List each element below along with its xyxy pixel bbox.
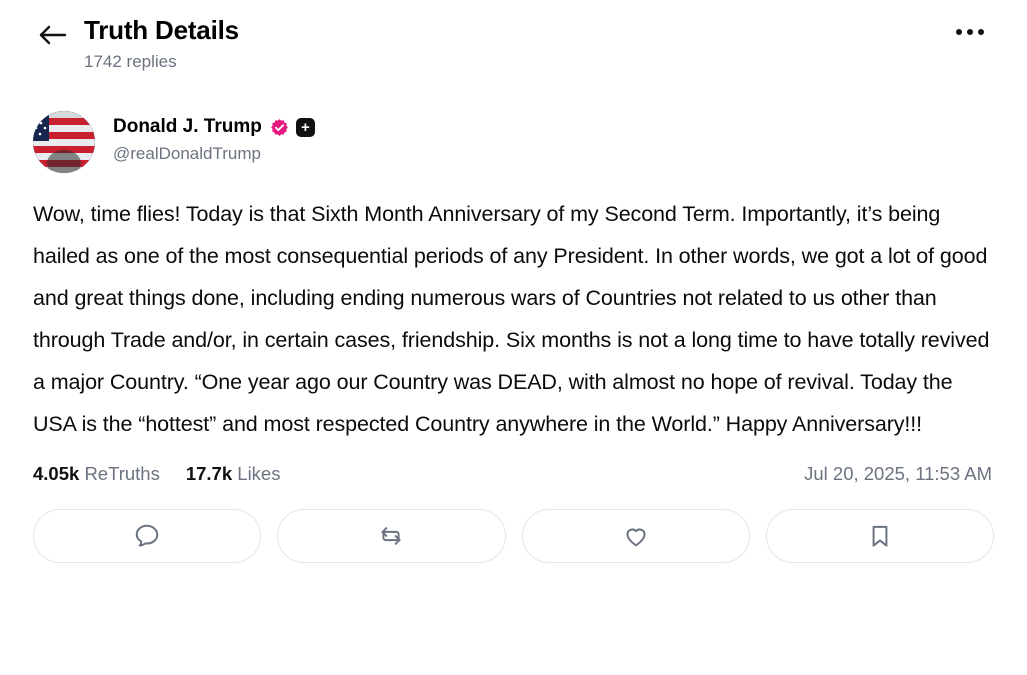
- like-button[interactable]: [522, 509, 750, 563]
- retruths-count: 4.05k: [33, 463, 80, 484]
- author-name-line: [113, 115, 315, 139]
- author-row: [33, 111, 994, 173]
- more-dot: [978, 29, 984, 35]
- reply-button[interactable]: [33, 509, 261, 563]
- bookmark-icon: [866, 522, 894, 550]
- post-text: Wow, time flies! Today is that Sixth Month Anniversary of my Second Term. Importantly, it’s being hailed as one of the most consequential periods of any President. In other words, we got a lot of good and great things done, including ending numerous wars of Countries not related to us other than through Trade and/or, in certain cases, friendship. Six months is not a long time to have totally revived a major Country. “One year ago our Country was DEAD, with almost no hope of revival. Today the USA is the “hottest” and most respected Country anywhere in the World.” Happy Anniversary!!!: [33, 202, 990, 436]
- more-options-icon[interactable]: [952, 16, 988, 48]
- header-texts: [84, 14, 239, 74]
- likes-label: Likes: [237, 463, 281, 484]
- author-handle[interactable]: @realDonaldTrump: [113, 144, 261, 163]
- author-meta: [113, 111, 315, 165]
- comment-icon: [133, 522, 161, 550]
- more-dot: [967, 29, 973, 35]
- retruths-label: ReTruths: [84, 463, 160, 484]
- verified-badge-icon: [270, 118, 289, 137]
- bookmark-button[interactable]: [766, 509, 994, 563]
- page-title: Truth Details: [84, 15, 239, 45]
- header: [33, 0, 994, 74]
- more-dot: [956, 29, 962, 35]
- retruth-button[interactable]: [277, 509, 505, 563]
- action-bar: [33, 509, 994, 563]
- heart-icon: [622, 522, 650, 550]
- back-arrow-icon[interactable]: [36, 18, 70, 52]
- likes-count: 17.7k: [185, 463, 233, 484]
- avatar[interactable]: [33, 111, 95, 173]
- retruths-stat[interactable]: [33, 463, 160, 485]
- stats-row: [33, 463, 994, 485]
- plus-badge-icon: +: [296, 118, 315, 137]
- replies-count: 1742 replies: [84, 52, 177, 71]
- author-name[interactable]: Donald J. Trump: [113, 116, 262, 137]
- likes-stat[interactable]: [186, 463, 281, 485]
- post-timestamp: Jul 20, 2025, 11:53 AM: [804, 463, 992, 484]
- repeat-icon: [377, 522, 405, 550]
